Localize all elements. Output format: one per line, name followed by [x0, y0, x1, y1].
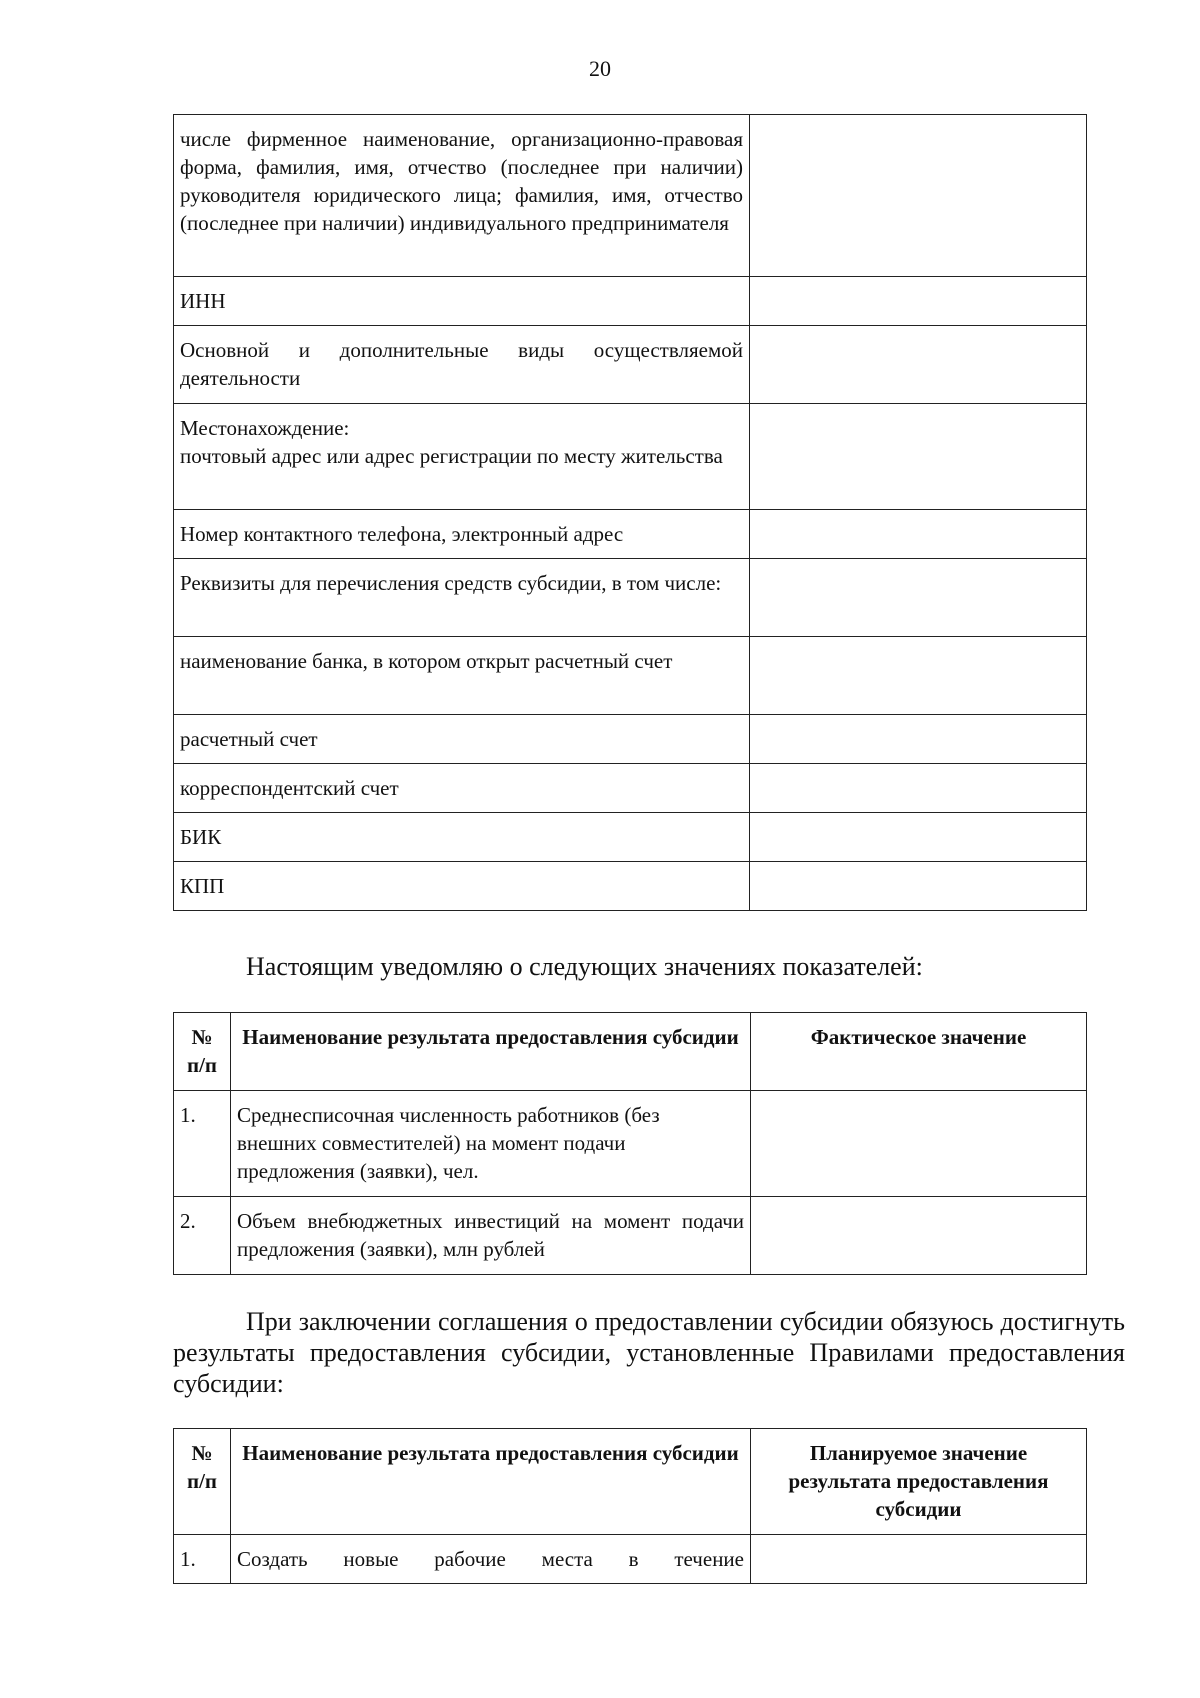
column-header-num: № п/п	[174, 1429, 231, 1535]
indicator-value[interactable]	[751, 1197, 1087, 1275]
column-header-name: Наименование результата предоставления субсидии	[231, 1429, 751, 1535]
requisites-table	[173, 114, 1087, 911]
row-number: 2.	[174, 1197, 231, 1275]
requisite-value[interactable]	[750, 813, 1087, 862]
table-header-row	[174, 1013, 1087, 1091]
result-value[interactable]	[751, 1535, 1087, 1584]
table-row	[174, 1091, 1087, 1197]
table-row	[174, 326, 1087, 404]
requisite-value[interactable]	[750, 862, 1087, 911]
location-heading: Местонахождение:	[180, 416, 350, 440]
requisite-label: Реквизиты для перечисления средств субсидии, в том числе:	[174, 559, 750, 637]
requisite-label: наименование банка, в котором открыт расчетный счет	[174, 637, 750, 715]
table-row	[174, 404, 1087, 510]
column-header-value: Фактическое значение	[751, 1013, 1087, 1091]
requisite-label: Номер контактного телефона, электронный адрес	[174, 510, 750, 559]
requisite-label: КПП	[174, 862, 750, 911]
requisite-value[interactable]	[750, 510, 1087, 559]
page-number: 20	[589, 56, 611, 81]
indicators-table	[173, 1012, 1087, 1275]
table-row	[174, 764, 1087, 813]
requisite-value[interactable]	[750, 404, 1087, 510]
requisite-value[interactable]	[750, 715, 1087, 764]
requisite-value[interactable]	[750, 326, 1087, 404]
table-row	[174, 813, 1087, 862]
indicator-name: Среднесписочная численность работников (без внешних совместителей) на момент подачи предложения (заявки), чел.	[231, 1091, 751, 1197]
requisite-value[interactable]	[750, 115, 1087, 277]
table-row	[174, 510, 1087, 559]
requisite-label: числе фирменное наименование, организационно-правовая форма, фамилия, имя, отчество (последнее при наличии) руководителя юридического лица; фамилия, имя, отчество (последнее при наличии) индивидуального предпринимателя	[174, 115, 750, 277]
requisite-label: расчетный счет	[174, 715, 750, 764]
column-header-num: № п/п	[174, 1013, 231, 1091]
commitment-paragraph: При заключении соглашения о предоставлении субсидии обязуюсь достигнуть результаты предоставления субсидии, установленные Правилами предоставления субсидии:	[173, 1307, 1125, 1398]
requisite-value[interactable]	[750, 764, 1087, 813]
requisite-label: ИНН	[174, 277, 750, 326]
column-header-value: Планируемое значение результата предоставления субсидии	[751, 1429, 1087, 1535]
table-row	[174, 637, 1087, 715]
requisite-label: Основной и дополнительные виды осуществляемой деятельности	[174, 326, 750, 404]
row-number: 1.	[174, 1535, 231, 1584]
table-row	[174, 115, 1087, 277]
column-header-name: Наименование результата предоставления субсидии	[231, 1013, 751, 1091]
table-row	[174, 1535, 1087, 1584]
requisite-label: БИК	[174, 813, 750, 862]
table-row	[174, 715, 1087, 764]
notice-paragraph: Настоящим уведомляю о следующих значениях показателей:	[246, 952, 923, 981]
results-table	[173, 1428, 1087, 1584]
requisite-value[interactable]	[750, 637, 1087, 715]
location-detail: почтовый адрес или адрес регистрации по месту жительства	[180, 444, 723, 468]
result-name: Создать новые рабочие места в течение	[231, 1535, 751, 1584]
table-row	[174, 559, 1087, 637]
table-row	[174, 277, 1087, 326]
indicator-name: Объем внебюджетных инвестиций на момент подачи предложения (заявки), млн рублей	[231, 1197, 751, 1275]
requisite-value[interactable]	[750, 559, 1087, 637]
requisite-label: корреспондентский счет	[174, 764, 750, 813]
table-row	[174, 1197, 1087, 1275]
table-row	[174, 862, 1087, 911]
requisite-label	[174, 404, 750, 510]
requisite-value[interactable]	[750, 277, 1087, 326]
table-header-row	[174, 1429, 1087, 1535]
row-number: 1.	[174, 1091, 231, 1197]
indicator-value[interactable]	[751, 1091, 1087, 1197]
